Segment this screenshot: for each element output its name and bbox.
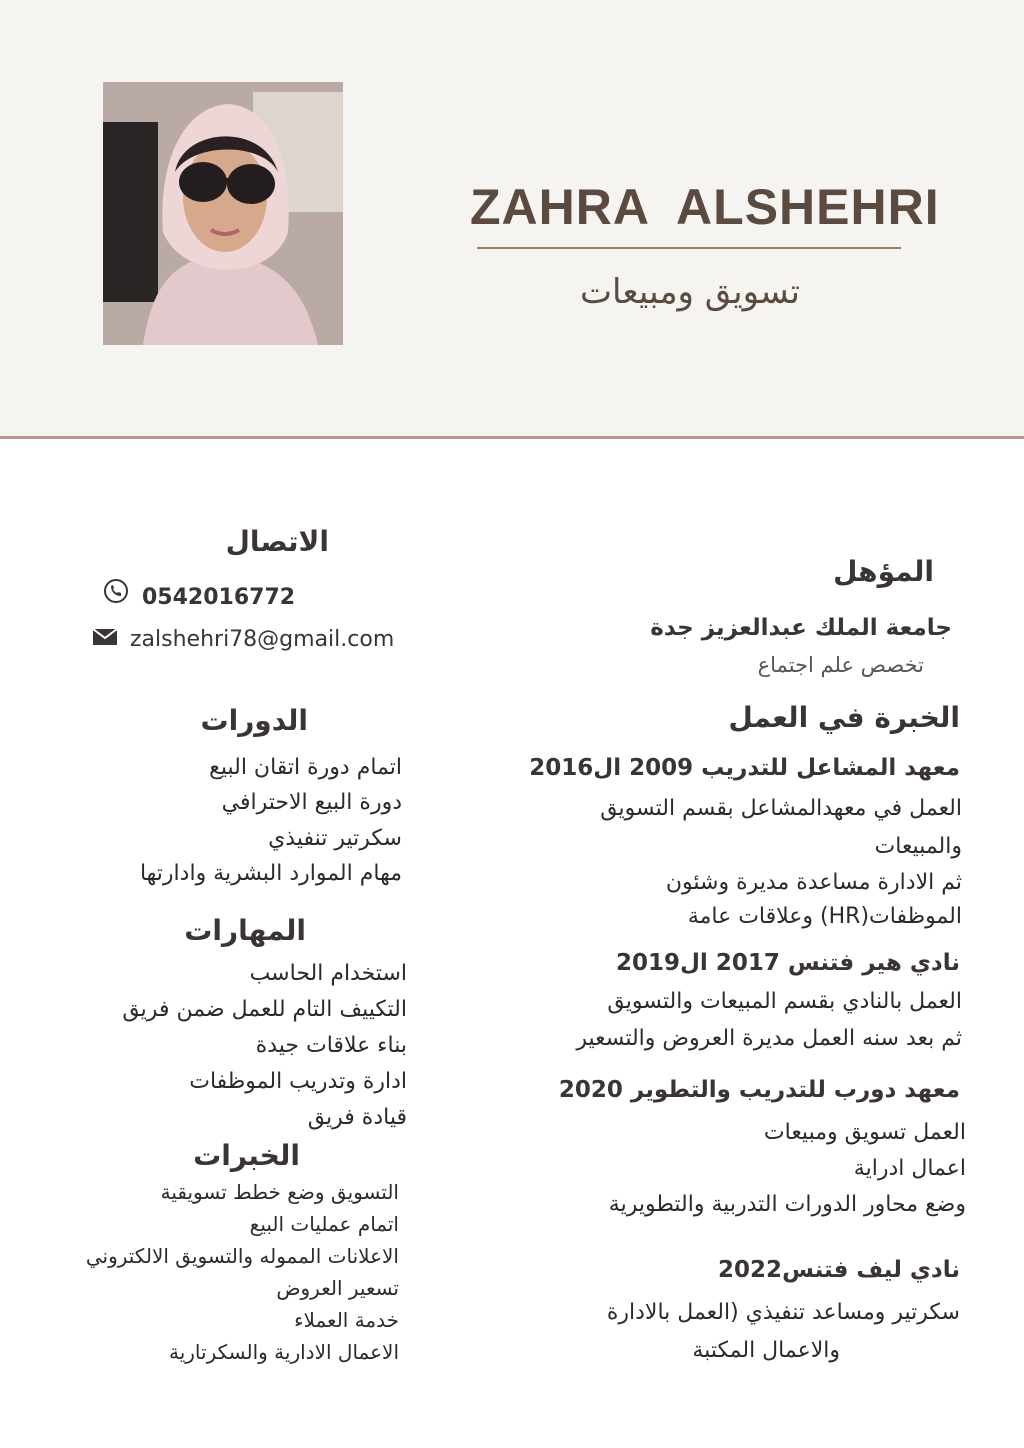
job-line: العمل في معهدالمشاعل بقسم التسويق (600, 796, 962, 821)
expertise-item: التسويق وضع خطط تسويقية (160, 1180, 399, 1204)
expertise-item: الاعلانات المموله والتسويق الالكتروني (85, 1244, 399, 1268)
job-line: العمل تسويق ومبيعات (763, 1120, 966, 1145)
contact-heading: الاتصال (225, 525, 329, 558)
phone-icon (103, 578, 129, 608)
expertise-heading: الخبرات (193, 1139, 300, 1172)
job-line: الموظفات(HR) وعلاقات عامة (687, 904, 962, 929)
job-line: سكرتير ومساعد تنفيذي (العمل بالادارة (606, 1300, 960, 1325)
job-line: والاعمال المكتبة (692, 1338, 840, 1363)
course-item: مهام الموارد البشرية وادارتها (139, 861, 402, 886)
job-line: ثم الادارة مساعدة مديرة وشئون (665, 870, 962, 895)
envelope-icon (92, 627, 118, 651)
course-item: اتمام دورة اتقان البيع (209, 755, 402, 780)
university-major: تخصص علم اجتماع (757, 653, 924, 677)
job-title-2: نادي هير فتنس 2017 ال2019 (615, 950, 960, 976)
profile-photo-icon (103, 82, 343, 345)
job-line: وضع محاور الدورات التدربية والتطويرية (608, 1192, 966, 1217)
qualification-heading: المؤهل (833, 555, 934, 588)
job-line: والمبيعات (874, 834, 962, 859)
course-item: دورة البيع الاحترافي (221, 790, 402, 815)
job-title-4: نادي ليف فتنس2022 (718, 1257, 960, 1283)
courses-heading: الدورات (200, 704, 308, 737)
course-item: سكرتير تنفيذي (268, 826, 402, 851)
phone-number: 0542016772 (142, 585, 296, 610)
job-title-1: معهد المشاعل للتدريب 2009 ال2016 (529, 755, 960, 781)
job-line: العمل بالنادي بقسم المبيعات والتسويق (607, 989, 962, 1014)
expertise-item: خدمة العملاء (294, 1308, 399, 1332)
job-line: ثم بعد سنه العمل مديرة العروض والتسعير (576, 1026, 962, 1051)
skill-item: التكييف التام للعمل ضمن فريق (122, 997, 407, 1022)
job-title: تسويق ومبيعات (580, 272, 800, 312)
skill-item: استخدام الحاسب (249, 961, 407, 986)
skills-heading: المهارات (184, 914, 306, 947)
email-address: zalshehri78@gmail.com (130, 627, 395, 652)
header-divider (0, 436, 1024, 439)
profile-photo (103, 82, 343, 345)
person-name: ZAHRA ALSHEHRI (470, 179, 940, 235)
skill-item: ادارة وتدريب الموظفات (189, 1069, 407, 1094)
university-name: جامعة الملك عبدالعزيز جدة (650, 615, 952, 641)
expertise-item: تسعير العروض (276, 1276, 399, 1300)
experience-heading: الخبرة في العمل (728, 701, 960, 734)
name-underline (477, 247, 901, 249)
job-line: اعمال ادراية (853, 1156, 966, 1181)
expertise-item: الاعمال الادارية والسكرتارية (168, 1340, 399, 1364)
expertise-item: اتمام عمليات البيع (249, 1212, 399, 1236)
job-title-3: معهد دورب للتدريب والتطوير 2020 (558, 1077, 960, 1103)
skill-item: بناء علاقات جيدة (255, 1033, 407, 1058)
skill-item: قيادة فريق (307, 1105, 407, 1130)
